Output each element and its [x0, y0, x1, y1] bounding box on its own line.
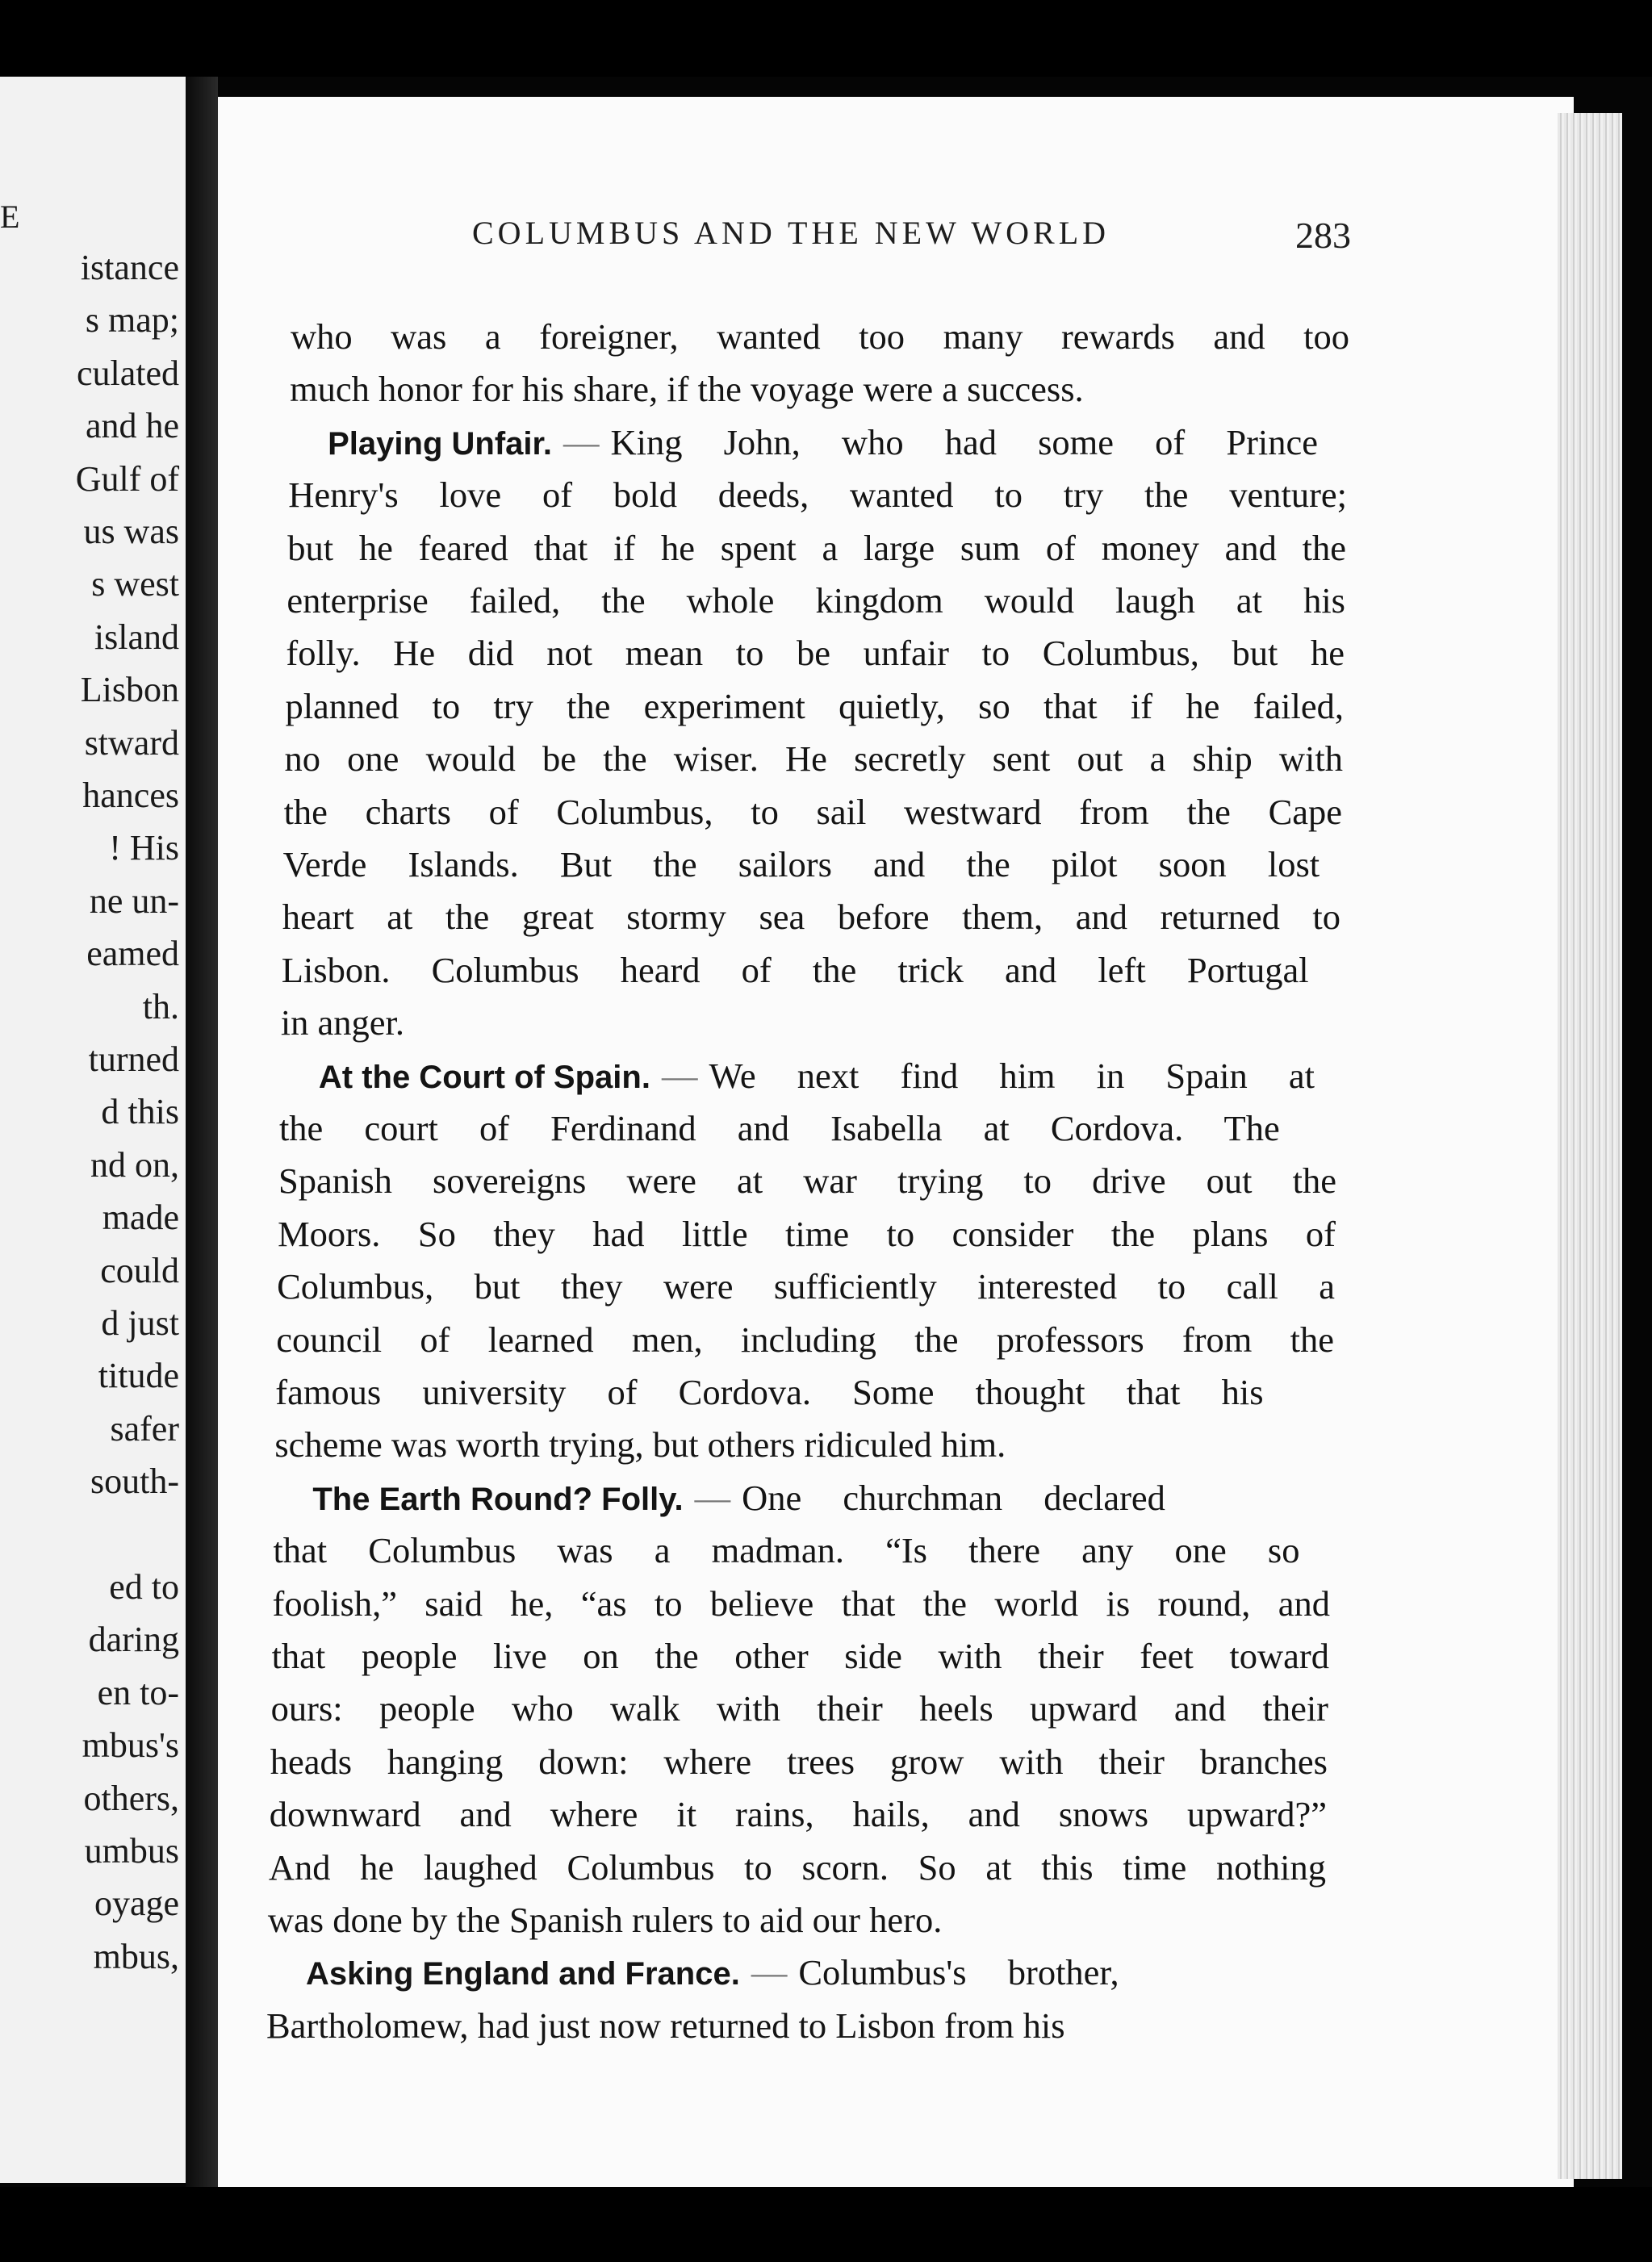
line-text: council of learned men, including the professors from the [276, 1319, 1334, 1360]
left-page-line: d just [101, 1303, 179, 1343]
line-text: Lisbon. Columbus heard of the trick and left Portugal [281, 949, 1309, 990]
left-page-line: eamed [86, 934, 179, 974]
left-page-line: daring [88, 1620, 179, 1660]
left-page-line: Gulf of [75, 458, 179, 499]
line-text: that Columbus was a madman. “Is there any one so [273, 1530, 1300, 1571]
left-page-line: mbus, [93, 1936, 179, 1976]
left-page-line: ed to [109, 1567, 179, 1607]
line-text: And he laughed Columbus to scorn. So at this time nothing [268, 1846, 1326, 1888]
line-text: foolish,” said he, “as to believe that the world is round, and [272, 1583, 1330, 1624]
line-text: planned to try the experiment quietly, so that if he failed, [285, 685, 1344, 726]
left-page-line: safer [110, 1408, 179, 1449]
left-page-line: stward [84, 722, 179, 763]
section-sidehead: The Earth Round? Folly. [312, 1481, 684, 1517]
text-line [291, 316, 1349, 357]
text-line [282, 897, 1340, 938]
line-text: who was a foreigner, wanted too many rewards and too [291, 316, 1349, 357]
section-sidehead: At the Court of Spain. [318, 1059, 650, 1095]
left-page-line: mbus's [82, 1725, 179, 1766]
em-dash: — [563, 421, 600, 462]
left-page-line: th. [142, 986, 179, 1026]
paragraph-first-line [318, 1055, 1315, 1096]
line-text: Moors. So they had little time to consider the plans of [278, 1213, 1336, 1254]
left-page-line: s west [91, 564, 179, 604]
left-page-line: s map; [85, 300, 179, 341]
em-dash: — [661, 1055, 698, 1096]
line-text: heart at the great stormy sea before them, and returned to [282, 897, 1340, 938]
line-text: Columbus's brother, [798, 1952, 1119, 1993]
text-line [279, 1110, 1280, 1147]
line-text: folly. He did not mean to be unfair to Columbus, but he [286, 633, 1345, 674]
line-text: King John, who had some of Prince [610, 421, 1318, 462]
left-page-line: ne un- [89, 880, 179, 921]
text-line [274, 1424, 1006, 1465]
line-text: Henry's love of bold deeds, wanted to try the venture; [288, 475, 1347, 516]
section-sidehead: Playing Unfair. [328, 425, 552, 462]
left-page-line: hances [82, 776, 179, 815]
text-line [272, 1638, 1329, 1675]
line-text: much honor for his share, if the voyage were a success. [290, 369, 1084, 410]
left-page-line: d this [101, 1092, 179, 1132]
paragraph-first-line [305, 1952, 1119, 1993]
text-line [268, 1846, 1326, 1888]
left-page-line: and he [85, 406, 179, 446]
line-text: enterprise failed, the whole kingdom would laugh at his [286, 580, 1345, 621]
em-dash: — [751, 1952, 788, 1993]
left-page-line: en to- [97, 1672, 179, 1712]
line-text: that people live on the other side with their feet toward [271, 1636, 1329, 1676]
left-page-header-fragment: E [0, 199, 22, 235]
text-line [272, 1583, 1331, 1624]
text-line [278, 1160, 1336, 1202]
book-gutter [186, 77, 218, 2191]
scan-bottom-border [0, 2187, 1652, 2262]
page-edge-stack [1558, 113, 1622, 2179]
running-head: COLUMBUS AND THE NEW WORLD [472, 215, 1110, 251]
left-page-line: turned [88, 1039, 179, 1079]
left-page-line: istance [80, 248, 179, 287]
line-text: the charts of Columbus, to sail westward from the Cape [283, 791, 1342, 832]
left-facing-page [0, 77, 186, 2183]
text-line [276, 1319, 1334, 1360]
section-sidehead: Asking England and France. [305, 1956, 740, 1992]
text-line [283, 791, 1342, 832]
left-page-line: others, [83, 1778, 179, 1818]
left-page-line: us was [83, 512, 179, 551]
left-page-line: island [94, 617, 179, 657]
page-number: 283 [1295, 215, 1351, 256]
line-text: downward and where it rains, hails, and snows upward?” [269, 1794, 1327, 1835]
line-text: scheme was worth trying, but others ridiculed him. [274, 1424, 1006, 1465]
scan-top-border [0, 0, 1652, 77]
text-line [281, 949, 1309, 990]
line-text: One churchman declared [742, 1477, 1165, 1518]
text-line [277, 1266, 1335, 1307]
line-text: the court of Ferdinand and Isabella at Cordova. The [278, 1108, 1280, 1148]
line-text: was done by the Spanish rulers to aid our hero. [267, 1900, 943, 1940]
text-line [287, 527, 1346, 568]
line-text: ours: people who walk with their heels upward and their [270, 1688, 1328, 1729]
left-page-line: made [102, 1198, 179, 1238]
line-text: Columbus, but they were sufficiently interested to call a [277, 1266, 1335, 1307]
text-line [270, 1741, 1328, 1782]
text-line [286, 633, 1345, 674]
line-text: We next find him in Spain at [709, 1055, 1315, 1096]
line-text: famous university of Cordova. Some thought that his [275, 1372, 1264, 1412]
text-line [290, 371, 1084, 408]
left-page-line: titude [98, 1356, 179, 1396]
text-line [275, 1374, 1263, 1411]
left-page-line: oyage [94, 1884, 179, 1924]
text-line [270, 1796, 1327, 1833]
text-line [284, 738, 1344, 780]
line-text: heads hanging down: where trees grow with their branches [270, 1741, 1328, 1782]
line-text: Spanish sovereigns were at war trying to drive out the [278, 1160, 1336, 1202]
left-page-line: Lisbon [80, 670, 179, 710]
text-line [278, 1213, 1336, 1254]
text-line [282, 844, 1320, 884]
text-line [286, 580, 1345, 621]
paragraph-first-line [312, 1477, 1165, 1518]
text-line [280, 1002, 405, 1043]
text-line [285, 685, 1344, 726]
left-page-line: ! His [109, 828, 179, 868]
left-page-line: south- [90, 1461, 179, 1502]
paragraph-first-line [328, 421, 1318, 462]
left-page-line: culated [76, 353, 179, 393]
left-page-line: nd on, [90, 1144, 179, 1185]
text-line [288, 475, 1347, 516]
left-page-line: could [100, 1250, 179, 1290]
line-text: no one would be the wiser. He secretly sent out a ship with [284, 738, 1343, 780]
left-page-line: umbus [84, 1831, 179, 1871]
line-text: but he feared that if he spent a large sum of money and the [287, 527, 1346, 568]
text-line [268, 1902, 942, 1938]
text-line [266, 2005, 1065, 2046]
line-text: Verde Islands. But the sailors and the pilot soon lost [282, 844, 1320, 884]
line-text: Bartholomew, had just now returned to Lisbon from his [266, 2005, 1065, 2046]
text-line [270, 1688, 1328, 1729]
text-line [273, 1532, 1299, 1569]
line-text: in anger. [280, 1002, 405, 1043]
em-dash: — [694, 1477, 731, 1518]
